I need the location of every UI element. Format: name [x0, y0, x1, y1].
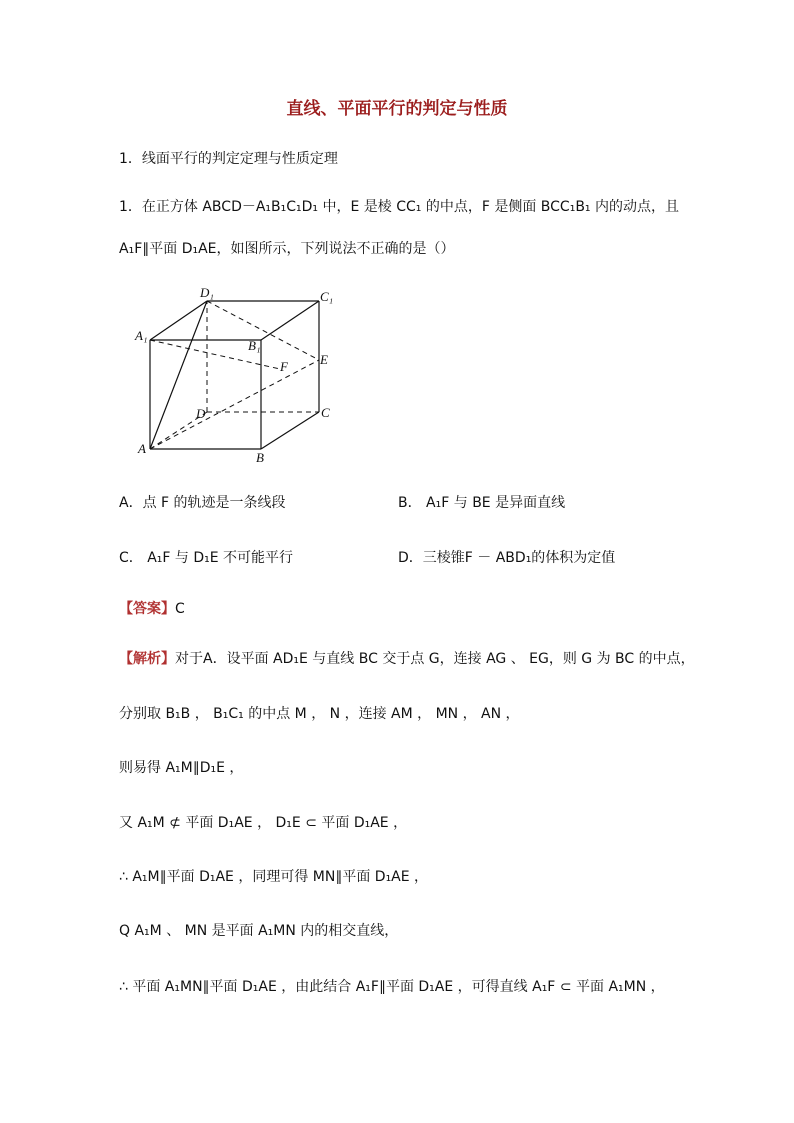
analysis-line-3: 则易得 A₁M∥D₁E ， — [119, 760, 244, 776]
question-line-1: 1．在正方体 ABCD－A₁B₁C₁D₁ 中，E 是棱 CC₁ 的中点，F 是侧面 BCC₁B₁ 内的动点，且 — [119, 199, 679, 215]
analysis-line-7: ∴ 平面 A₁MN∥平面 D₁AE ，由此结合 A₁F∥平面 D₁AE ，可得直线 A₁F ⊂ 平面 A₁MN ， — [119, 979, 665, 995]
segment-AE — [150, 360, 319, 449]
label-A: A — [138, 441, 146, 456]
option-c: C． A₁F 与 D₁E 不可能平行 — [119, 550, 294, 566]
analysis-line-6: Q A₁M 、 MN 是平面 A₁MN 内的相交直线， — [119, 923, 399, 939]
label-C: C — [321, 405, 330, 420]
label-B: B — [256, 450, 264, 462]
label-F: F — [280, 359, 288, 374]
label-A1: A₁ — [135, 328, 148, 343]
page-title: 直线、平面平行的判定与性质 — [286, 99, 508, 119]
answer-line — [119, 598, 185, 618]
question-line-2: A₁F∥平面 D₁AE，如图所示，下列说法不正确的是（） — [119, 241, 455, 257]
analysis-line-5: ∴ A₁M∥平面 D₁AE ，同理可得 MN∥平面 D₁AE ， — [119, 869, 429, 885]
label-D1: D₁ — [200, 285, 214, 300]
cube-figure — [130, 282, 345, 462]
edge-B1C1 — [261, 301, 319, 340]
edge-A1D1 — [150, 301, 207, 340]
analysis-line-2: 分别取 B₁B ， B₁C₁ 的中点 M ， N ，连接 AM ， MN ， AN ， — [119, 706, 520, 722]
label-C1: C₁ — [320, 289, 334, 304]
segment-D1E — [207, 301, 319, 360]
segment-AD1 — [150, 301, 207, 449]
option-a: A．点 F 的轨迹是一条线段 — [119, 495, 286, 511]
option-b: B． A₁F 与 BE 是异面直线 — [398, 495, 566, 511]
analysis-line-4: 又 A₁M ⊄ 平面 D₁AE ， D₁E ⊂ 平面 D₁AE ， — [119, 815, 408, 831]
option-d: D．三棱锥F － ABD₁的体积为定值 — [398, 550, 616, 566]
section-heading: 1．线面平行的判定定理与性质定理 — [119, 151, 338, 167]
analysis-label: 【解析】 — [119, 651, 175, 667]
label-D: D — [196, 406, 206, 421]
answer-value: C — [175, 601, 185, 617]
analysis-text-1: 对于A．设平面 AD₁E 与直线 BC 交于点 G，连接 AG 、 EG，则 G 为 BC 的中点， — [175, 651, 695, 667]
label-E: E — [320, 352, 328, 367]
edge-BC — [261, 412, 319, 449]
analysis-line-1 — [119, 648, 695, 668]
label-B1: B₁ — [248, 338, 261, 353]
answer-label: 【答案】 — [119, 601, 175, 617]
